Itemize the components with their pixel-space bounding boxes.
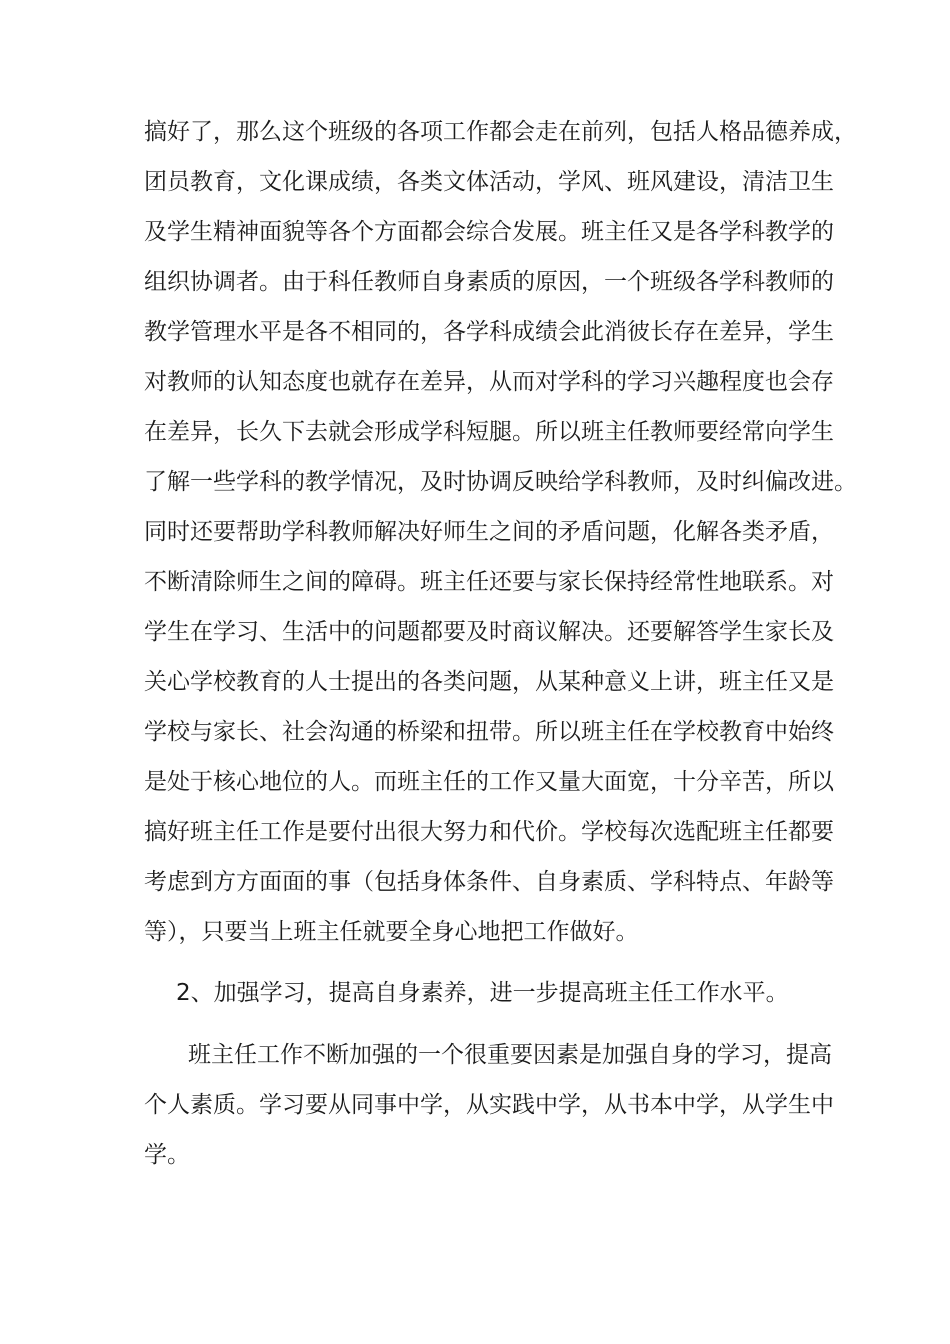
paragraph-line: 教学管理水平是各不相同的，各学科成绩会此消彼长存在差异，学生	[144, 319, 834, 345]
paragraph-line: 学。	[144, 1142, 190, 1168]
paragraph-line: 考虑到方方面面的事（包括身体条件、自身素质、学科特点、年龄等	[144, 869, 834, 895]
paragraph-line: 学校与家长、社会沟通的桥梁和扭带。所以班主任在学校教育中始终	[144, 719, 834, 745]
paragraph-line: 对教师的认知态度也就存在差异，从而对学科的学习兴趣程度也会存	[144, 369, 834, 395]
paragraph-line: 同时还要帮助学科教师解决好师生之间的矛盾问题，化解各类矛盾，	[144, 519, 834, 545]
paragraph-line: 团员教育，文化课成绩，各类文体活动，学风、班风建设，清洁卫生	[144, 169, 834, 195]
paragraph-line: 班主任工作不断加强的一个很重要因素是加强自身的学习，提高	[188, 1042, 832, 1068]
paragraph-line: 是处于核心地位的人。而班主任的工作又量大面宽，十分辛苦，所以	[144, 769, 834, 795]
section-heading: 2、加强学习，提高自身素养，进一步提高班主任工作水平。	[176, 980, 789, 1006]
paragraph-line: 不断清除师生之间的障碍。班主任还要与家长保持经常性地联系。对	[144, 569, 834, 595]
paragraph-line: 关心学校教育的人士提出的各类问题，从某种意义上讲，班主任又是	[144, 669, 834, 695]
paragraph-line: 等），只要当上班主任就要全身心地把工作做好。	[144, 919, 639, 945]
paragraph-line: 个人素质。学习要从同事中学，从实践中学，从书本中学，从学生中	[144, 1092, 834, 1118]
paragraph-line: 及学生精神面貌等各个方面都会综合发展。班主任又是各学科教学的	[144, 219, 834, 245]
paragraph-line: 组织协调者。由于科任教师自身素质的原因，一个班级各学科教师的	[144, 269, 834, 295]
paragraph-line: 搞好班主任工作是要付出很大努力和代价。学校每次选配班主任都要	[144, 819, 834, 845]
paragraph-line: 学生在学习、生活中的问题都要及时商议解决。还要解答学生家长及	[144, 619, 834, 645]
paragraph-line: 了解一些学科的教学情况，及时协调反映给学科教师，及时纠偏改进。	[144, 469, 857, 495]
paragraph-line: 在差异，长久下去就会形成学科短腿。所以班主任教师要经常向学生	[144, 419, 834, 445]
paragraph-line: 搞好了，那么这个班级的各项工作都会走在前列，包括人格品德养成，	[144, 119, 857, 145]
